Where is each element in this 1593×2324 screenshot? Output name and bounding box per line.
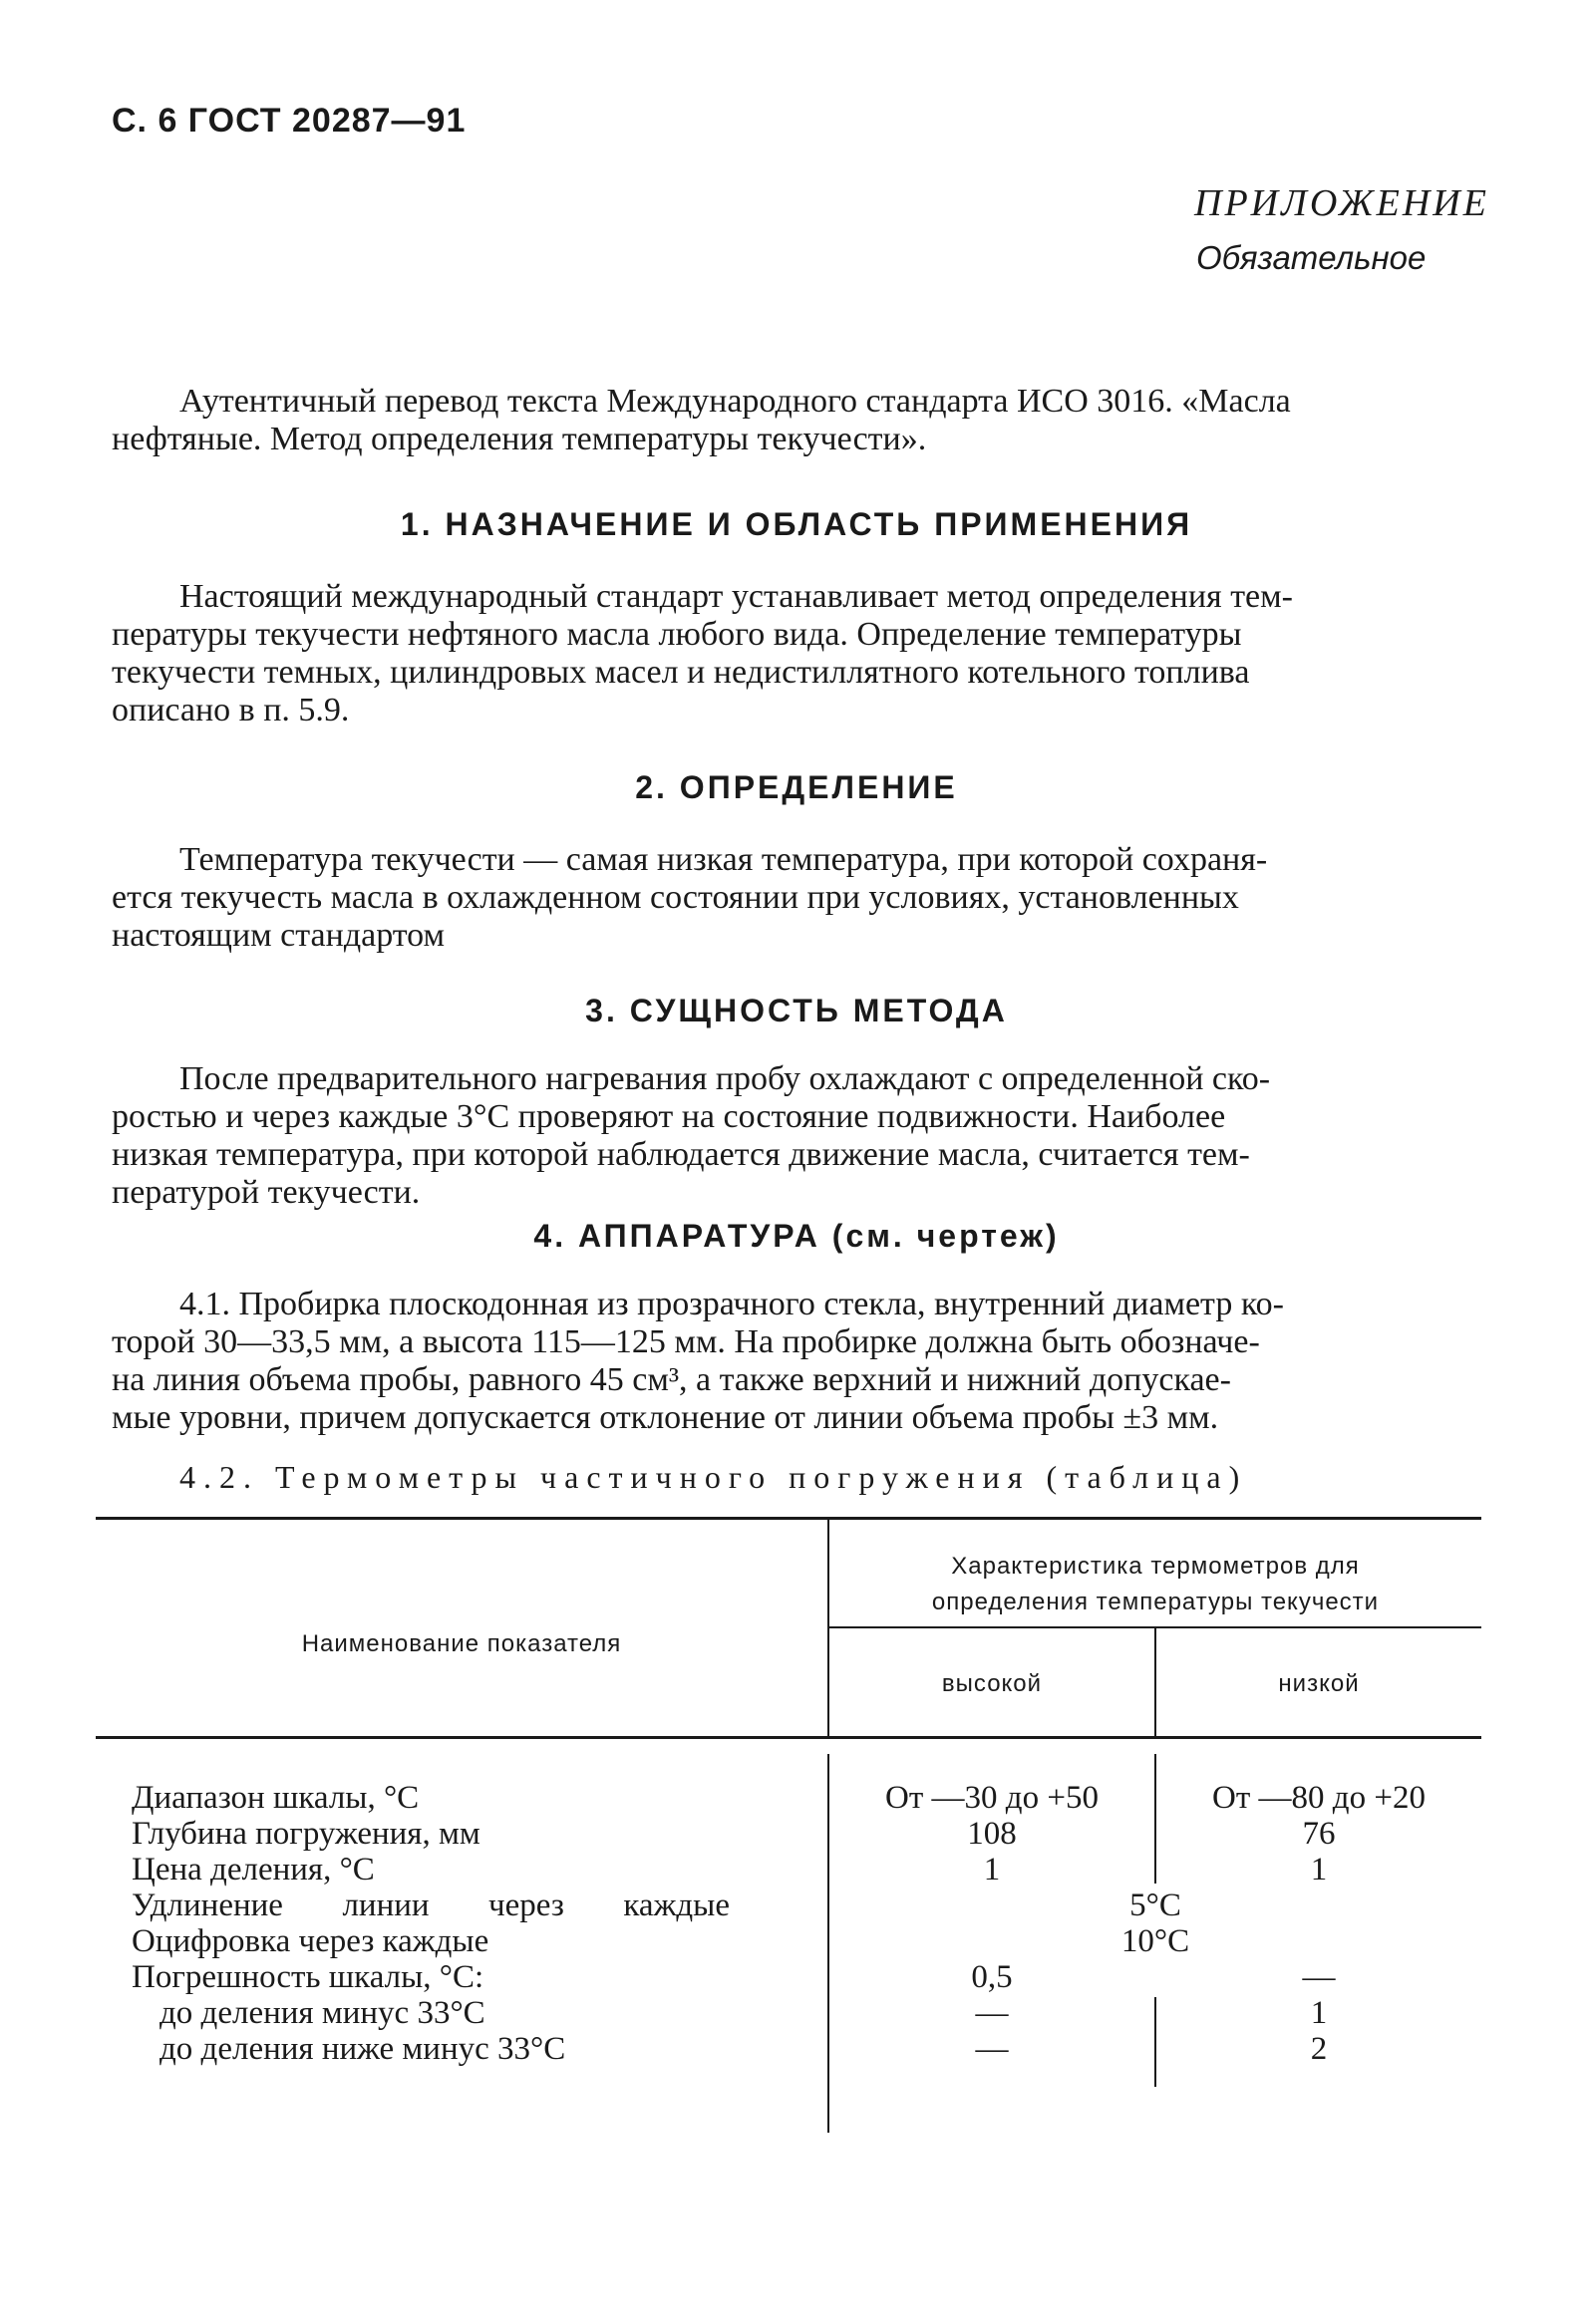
text-line: описано в п. 5.9. (112, 692, 350, 728)
table-cell-low: 2 (1310, 2031, 1328, 2067)
table-row-label: Удлинение линии через каждые (132, 1888, 730, 1923)
appendix-title: ПРИЛОЖЕНИЕ (1194, 182, 1489, 224)
intro-paragraph (112, 383, 1479, 458)
section-heading-purpose: 1. НАЗНАЧЕНИЕ И ОБЛАСТЬ ПРИМЕНЕНИЯ (400, 506, 1193, 542)
text-line: После предварительного нагревания пробу охлаждают с определенной ско- (179, 1060, 1271, 1097)
table-cell-high: — (975, 1995, 1009, 2031)
text-line: ростью и через каждые 3°С проверяют на состояние подвижности. Наиболее (112, 1098, 1226, 1135)
table-row-label: Цена деления, °С (132, 1852, 375, 1888)
table-row-label: до деления минус 33°С (159, 1995, 485, 2031)
section-body-definition (112, 841, 1479, 955)
section-heading-definition: 2. ОПРЕДЕЛЕНИЕ (635, 769, 958, 805)
text-line: нефтяные. Метод определения температуры текучести». (112, 421, 927, 457)
page-number: С. 6 ГОСТ 20287—91 (112, 102, 467, 140)
table-cell-high: 0,5 (971, 1959, 1013, 1995)
text-line: настоящим стандартом (112, 917, 446, 954)
text-line: пературой текучести. (112, 1174, 421, 1211)
text-line: торой 30—33,5 мм, а высота 115—125 мм. На пробирке должна быть обозначе- (112, 1323, 1260, 1360)
table-row-label: Глубина погружения, мм (132, 1816, 480, 1852)
table-cell-span: 5°С (1129, 1888, 1181, 1923)
text-line: Настоящий международный стандарт устанавливает метод определения тем- (179, 578, 1293, 615)
table-cell-low: — (1302, 1959, 1336, 1995)
table-cell-high: От —30 до +50 (885, 1780, 1099, 1816)
text-line: текучести темных, цилиндровых масел и недистиллятного котельного топлива (112, 654, 1250, 691)
col-header-high: высокой (941, 1670, 1043, 1697)
text-line: пературы текучести нефтяного масла любого вида. Определение температуры (112, 616, 1242, 653)
appendix-status: Обязательное (1196, 239, 1427, 276)
text-line: низкая температура, при которой наблюдается движение масла, считается тем- (112, 1136, 1250, 1173)
table-cell-low: 1 (1310, 1995, 1328, 2031)
section-body-method (112, 1060, 1479, 1212)
table-caption: 4.2. Термометры частичного погружения (таблица) (179, 1459, 1248, 1495)
table-row-label: Диапазон шкалы, °С (132, 1780, 420, 1816)
table-cell-low: 76 (1302, 1816, 1336, 1852)
section-heading-method: 3. СУЩНОСТЬ МЕТОДА (585, 993, 1008, 1028)
table-row-label: Оцифровка через каждые (132, 1923, 489, 1959)
table-cell-high: — (975, 2031, 1009, 2067)
col-header-name: Наименование показателя (301, 1630, 622, 1657)
table-cell-low: 1 (1310, 1852, 1328, 1888)
table-header-bottom-rule (96, 1736, 1481, 1739)
text-line: ется текучесть масла в охлажденном состоянии при условиях, установленных (112, 879, 1239, 916)
table-cell-high: 1 (983, 1852, 1001, 1888)
table-cell-high: 108 (967, 1816, 1017, 1852)
table-top-rule (96, 1517, 1481, 1520)
col-header-low: низкой (1278, 1670, 1360, 1697)
text-line: на линия объема пробы, равного 45 см³, а также верхний и нижний допускае- (112, 1361, 1231, 1398)
text-line: Аутентичный перевод текста Международного стандарта ИСО 3016. «Масла (179, 383, 1291, 420)
section-body-purpose (112, 578, 1479, 729)
table-cell-span: 10°С (1120, 1923, 1190, 1959)
group-header-line2: определения температуры текучести (931, 1589, 1380, 1615)
group-header-line1: Характеристика термометров для (951, 1553, 1360, 1580)
table-cell-low: От —80 до +20 (1212, 1780, 1426, 1816)
section-body-apparatus (112, 1286, 1479, 1437)
section-heading-apparatus: 4. АППАРАТУРА (см. чертеж) (533, 1218, 1060, 1254)
text-line: Температура текучести — самая низкая температура, при которой сохраня- (179, 841, 1268, 878)
table-row-label: до деления ниже минус 33°С (159, 2031, 566, 2067)
text-line: 4.1. Пробирка плоскодонная из прозрачного стекла, внутренний диаметр ко- (179, 1286, 1284, 1322)
table-row-label: Погрешность шкалы, °С: (132, 1959, 484, 1995)
text-line: мые уровни, причем допускается отклонение от линии объема пробы ±3 мм. (112, 1399, 1219, 1436)
